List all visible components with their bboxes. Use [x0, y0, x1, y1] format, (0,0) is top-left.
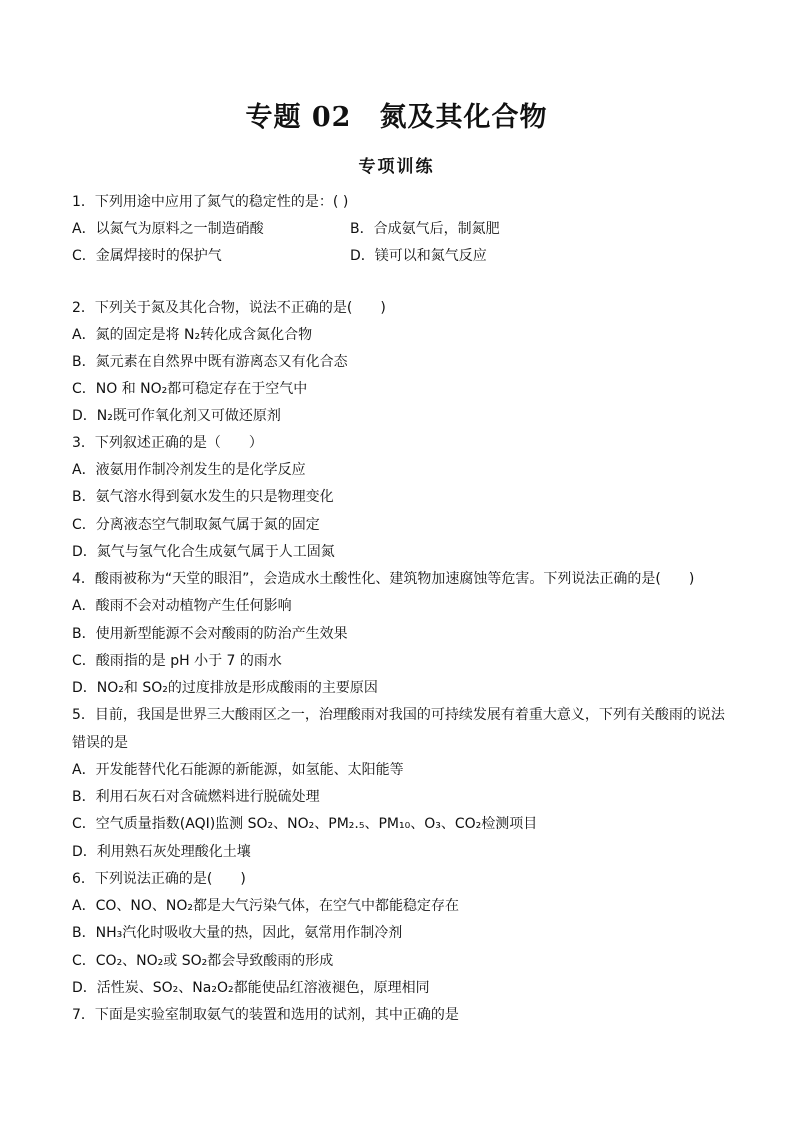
- question-5-option-d: D．利用熟石灰处理酸化土壤: [72, 844, 251, 860]
- question-3-stem: 3．下列叙述正确的是（ ）: [72, 435, 263, 451]
- question-2-option-c: C．NO 和 NO₂都可稳定存在于空气中: [72, 381, 308, 397]
- question-1-option-d: D．镁可以和氮气反应: [350, 248, 487, 264]
- question-5-option-c: C．空气质量指数(AQI)监测 SO₂、NO₂、PM₂.₅、PM₁₀、O₃、CO₂检测项目: [72, 816, 538, 832]
- question-2-option-b: B．氮元素在自然界中既有游离态又有化合态: [72, 354, 348, 370]
- question-1-stem: 1．下列用途中应用了氮气的稳定性的是：( ): [72, 194, 349, 210]
- question-3-option-a: A．液氨用作制冷剂发生的是化学反应: [72, 462, 306, 478]
- question-3-option-d: D．氮气与氢气化合生成氨气属于人工固氮: [72, 544, 335, 560]
- question-7-stem: 7．下面是实验室制取氨气的装置和选用的试剂，其中正确的是: [72, 1007, 459, 1023]
- page-subtitle: 专项训练: [358, 157, 435, 177]
- question-4-option-a: A．酸雨不会对动植物产生任何影响: [72, 598, 292, 614]
- question-3-option-c: C．分离液态空气制取氮气属于氮的固定: [72, 517, 320, 533]
- question-1-option-a: A．以氮气为原料之一制造硝酸: [72, 221, 264, 237]
- question-1-option-b: B．合成氨气后，制氮肥: [350, 221, 500, 237]
- question-5-stem: 5．目前，我国是世界三大酸雨区之一，治理酸雨对我国的可持续发展有着重大意义，下列有关酸雨的说法: [72, 707, 725, 723]
- question-6-option-c: C．CO₂、NO₂或 SO₂都会导致酸雨的形成: [72, 953, 334, 969]
- question-6-stem: 6．下列说法正确的是( ): [72, 871, 246, 887]
- question-4-option-c: C．酸雨指的是 pH 小于 7 的雨水: [72, 653, 282, 669]
- page-title: [0, 95, 793, 134]
- question-6-option-d: D．活性炭、SO₂、Na₂O₂都能使品红溶液褪色，原理相同: [72, 980, 430, 996]
- question-2-stem: 2．下列关于氮及其化合物，说法不正确的是( ): [72, 300, 386, 316]
- question-4-option-d: D．NO₂和 SO₂的过度排放是形成酸雨的主要原因: [72, 680, 378, 696]
- question-5-option-a: A．开发能替代化石能源的新能源，如氢能、太阳能等: [72, 762, 404, 778]
- question-2-option-a: A．氮的固定是将 N₂转化成含氮化合物: [72, 327, 313, 343]
- question-4-option-b: B．使用新型能源不会对酸雨的防治产生效果: [72, 626, 348, 642]
- question-6-option-a: A．CO、NO、NO₂都是大气污染气体，在空气中都能稳定存在: [72, 898, 459, 914]
- question-2-option-d: D．N₂既可作氧化剂又可做还原剂: [72, 408, 281, 424]
- question-5-option-b: B．利用石灰石对含硫燃料进行脱硫处理: [72, 789, 320, 805]
- question-6-option-b: B．NH₃汽化时吸收大量的热，因此，氨常用作制冷剂: [72, 925, 403, 941]
- question-3-option-b: B．氨气溶水得到氨水发生的只是物理变化: [72, 489, 334, 505]
- question-1-option-c: C．金属焊接时的保护气: [72, 248, 222, 264]
- title-topic-name: 氮及其化合物: [379, 102, 548, 133]
- question-5-stem-continued: 错误的是: [72, 735, 128, 751]
- title-topic-number: 专题 02: [245, 102, 352, 133]
- question-4-stem: 4．酸雨被称为“天堂的眼泪”，会造成水土酸性化、建筑物加速腐蚀等危害。下列说法正确的是( ): [72, 571, 695, 587]
